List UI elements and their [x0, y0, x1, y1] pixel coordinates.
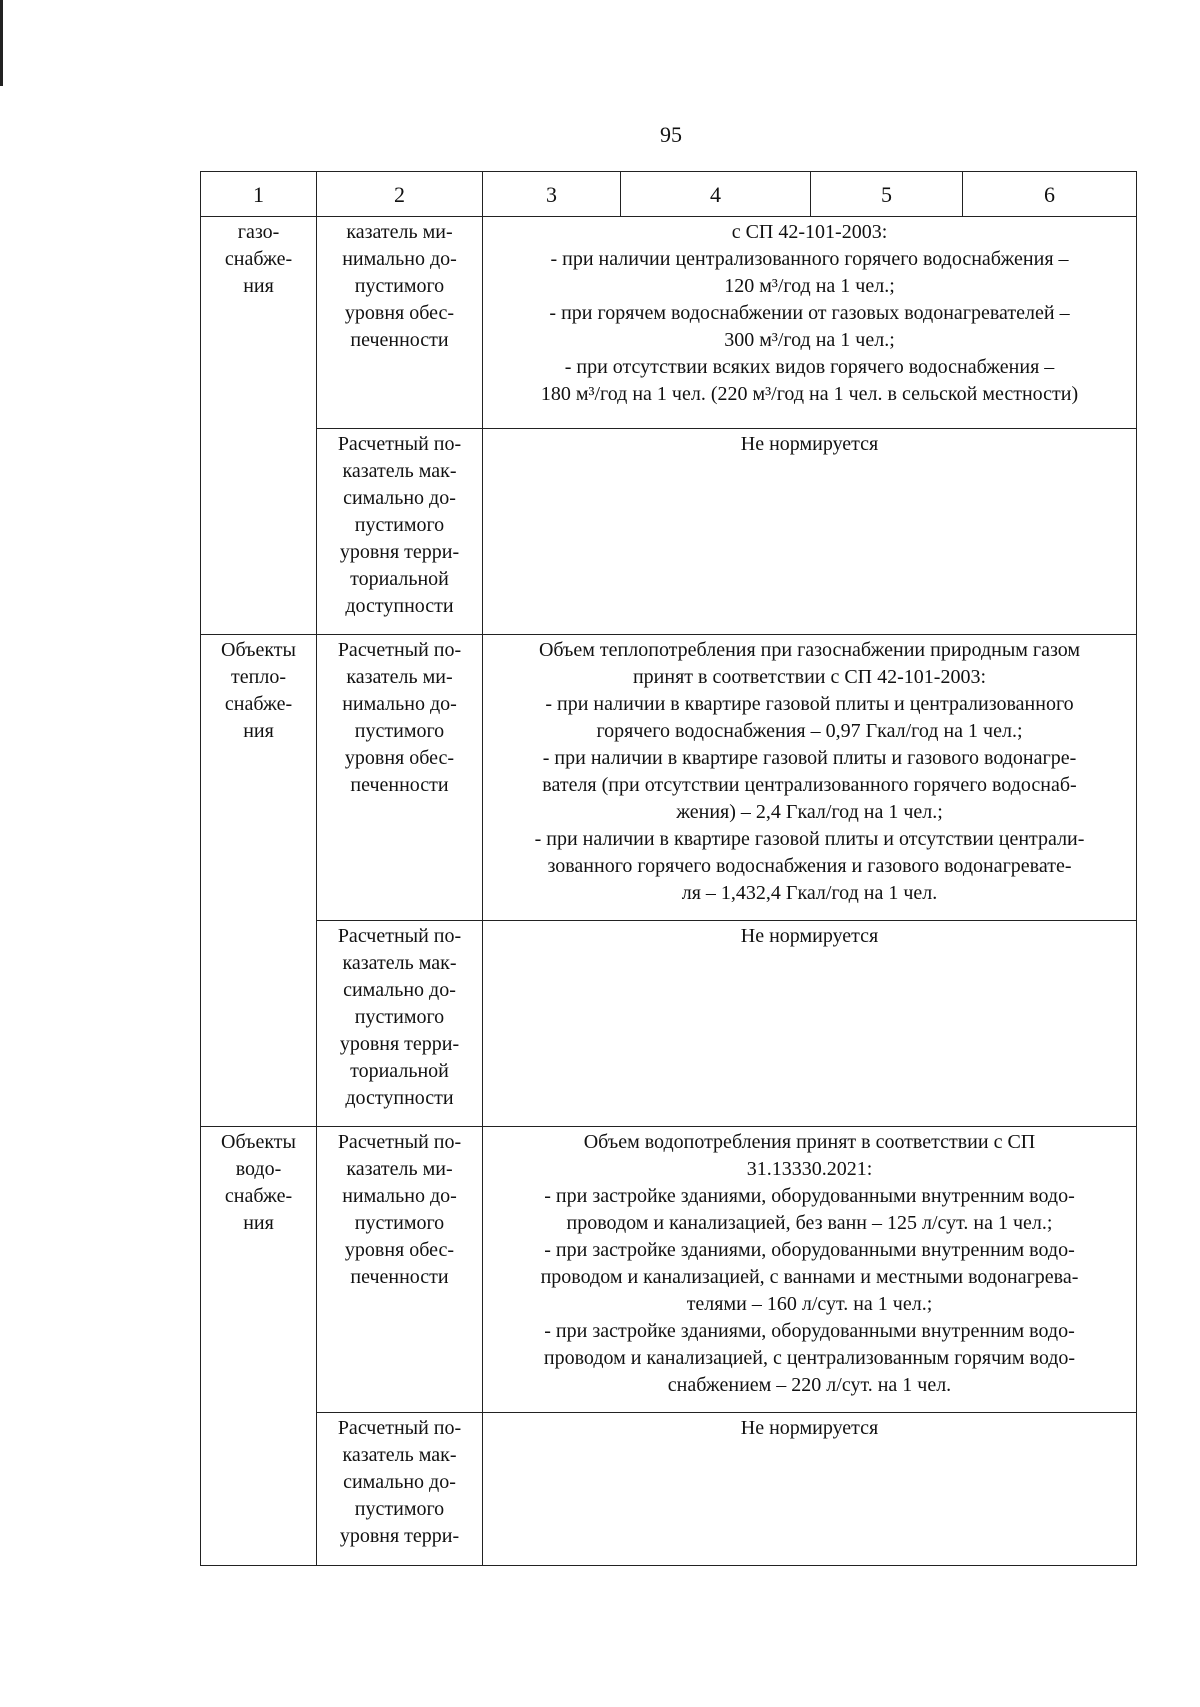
- indicator-text: казатель мак-: [342, 952, 457, 974]
- indicator-text: ториальной: [350, 1060, 449, 1082]
- indicator-cell: [317, 921, 483, 1127]
- indicator-text: уровня обес-: [344, 747, 455, 769]
- indicator-text: доступности: [345, 1087, 454, 1109]
- value-text: Не нормируется: [740, 1417, 879, 1439]
- object-text: ния: [243, 720, 274, 742]
- value-text: проводом и канализацией, без ванн – 125 л/сут. на 1 чел.;: [566, 1212, 1053, 1234]
- value-cell: [483, 429, 1137, 635]
- value-text: принят в соответствии с СП 42-101-2003:: [632, 666, 987, 688]
- object-cell: [201, 635, 317, 921]
- object-text: ния: [243, 1212, 274, 1234]
- value-text: с СП 42-101-2003:: [731, 221, 888, 243]
- indicator-text: уровня обес-: [344, 1239, 455, 1261]
- value-text: - при наличии в квартире газовой плиты и газового водонагре-: [542, 747, 1077, 769]
- indicator-cell: [317, 1127, 483, 1413]
- indicator-text: казатель ми-: [346, 666, 453, 688]
- value-text: 300 м³/год на 1 чел.;: [724, 329, 895, 351]
- indicator-text: пустимого: [354, 1212, 445, 1234]
- value-text: телями – 160 л/сут. на 1 чел.;: [686, 1293, 933, 1315]
- value-cell: [483, 217, 1137, 429]
- header-cell: 1: [201, 172, 317, 217]
- object-text: водо-: [235, 1158, 282, 1180]
- indicator-text: нимально до-: [342, 693, 457, 715]
- indicator-text: казатель мак-: [342, 1444, 457, 1466]
- object-text: ния: [243, 275, 274, 297]
- value-text: проводом и канализацией, с ваннами и местными водонагрева-: [540, 1266, 1079, 1288]
- value-cell: [483, 635, 1137, 921]
- indicator-text: симально до-: [343, 487, 456, 509]
- value-text: ля – 1,432,4 Гкал/год на 1 чел.: [681, 882, 938, 904]
- value-text: вателя (при отсутствии централизованного горячего водоснаб-: [542, 774, 1077, 796]
- value-text: - при наличии централизованного горячего водоснабжения –: [550, 248, 1069, 270]
- page-number: 95: [660, 122, 682, 147]
- object-text: тепло-: [231, 666, 286, 688]
- object-text: газо-: [237, 221, 280, 243]
- indicator-text: пустимого: [354, 514, 445, 536]
- indicator-text: Расчетный по-: [337, 925, 462, 947]
- indicator-text: печенности: [350, 1266, 449, 1288]
- table-header-row: [201, 172, 1137, 217]
- value-cell: [483, 921, 1137, 1127]
- indicator-text: нимально до-: [342, 1185, 457, 1207]
- indicator-text: печенности: [350, 774, 449, 796]
- indicator-text: Расчетный по-: [337, 1417, 462, 1439]
- indicator-text: уровня терри-: [339, 541, 460, 563]
- indicator-text: пустимого: [354, 1498, 445, 1520]
- indicator-text: уровня терри-: [339, 1525, 460, 1547]
- header-cell: 2: [317, 172, 483, 217]
- table-row: [201, 217, 1137, 429]
- indicator-cell: [317, 635, 483, 921]
- value-cell: [483, 1413, 1137, 1566]
- indicator-text: уровня обес-: [344, 302, 455, 324]
- value-text: снабжением – 220 л/сут. на 1 чел.: [667, 1374, 952, 1396]
- indicator-text: уровня терри-: [339, 1033, 460, 1055]
- value-text: зованного горячего водоснабжения и газового водонагревате-: [547, 855, 1072, 877]
- value-text: - при застройке зданиями, оборудованными внутренним водо-: [544, 1239, 1075, 1261]
- header-cell: 4: [621, 172, 811, 217]
- indicator-cell: [317, 217, 483, 429]
- object-cell-empty: [201, 429, 317, 635]
- table-row: [201, 1127, 1137, 1413]
- indicator-text: Расчетный по-: [337, 1131, 462, 1153]
- indicator-text: печенности: [350, 329, 449, 351]
- value-text: - при застройке зданиями, оборудованными внутренним водо-: [544, 1185, 1075, 1207]
- indicator-text: казатель мак-: [342, 460, 457, 482]
- value-text: 120 м³/год на 1 чел.;: [724, 275, 895, 297]
- value-text: - при горячем водоснабжении от газовых водонагревателей –: [549, 302, 1070, 324]
- value-text: - при застройке зданиями, оборудованными внутренним водо-: [544, 1320, 1075, 1342]
- object-text: снабже-: [224, 248, 293, 270]
- indicator-text: Расчетный по-: [337, 639, 462, 661]
- indicator-text: симально до-: [343, 1471, 456, 1493]
- scan-edge-mark: [0, 0, 3, 86]
- object-text: снабже-: [224, 693, 293, 715]
- table-row: [201, 429, 1137, 635]
- value-text: Объем теплопотребления при газоснабжении природным газом: [538, 639, 1081, 661]
- indicator-cell: [317, 1413, 483, 1566]
- value-text: жения) – 2,4 Гкал/год на 1 чел.;: [676, 801, 943, 823]
- value-text: Не нормируется: [740, 433, 879, 455]
- object-cell-empty: [201, 921, 317, 1127]
- value-text: 180 м³/год на 1 чел. (220 м³/год на 1 чел. в сельской местности): [540, 383, 1079, 405]
- object-cell: [201, 1127, 317, 1413]
- indicator-text: доступности: [345, 595, 454, 617]
- indicator-text: пустимого: [354, 720, 445, 742]
- value-text: - при наличии в квартире газовой плиты и централизованного: [545, 693, 1074, 715]
- object-cell: [201, 217, 317, 429]
- object-text: Объекты: [221, 1131, 296, 1153]
- indicator-text: пустимого: [354, 1006, 445, 1028]
- indicator-text: казатель ми-: [346, 1158, 453, 1180]
- value-text: горячего водоснабжения – 0,97 Гкал/год на 1 чел.;: [596, 720, 1023, 742]
- value-text: Не нормируется: [740, 925, 879, 947]
- value-text: 31.13330.2021:: [746, 1158, 873, 1180]
- value-text: проводом и канализацией, с централизованным горячим водо-: [543, 1347, 1076, 1369]
- object-text: снабже-: [224, 1185, 293, 1207]
- object-text: Объекты: [221, 639, 296, 661]
- table-row: [201, 921, 1137, 1127]
- indicator-cell: [317, 429, 483, 635]
- header-cell: 3: [483, 172, 621, 217]
- indicators-table: [200, 171, 1137, 1566]
- table-row: [201, 1413, 1137, 1566]
- indicator-text: Расчетный по-: [337, 433, 462, 455]
- object-cell-empty: [201, 1413, 317, 1566]
- value-cell: [483, 1127, 1137, 1413]
- header-cell: 6: [963, 172, 1137, 217]
- value-text: Объем водопотребления принят в соответствии с СП: [583, 1131, 1036, 1153]
- value-text: - при отсутствии всяких видов горячего водоснабжения –: [564, 356, 1055, 378]
- header-cell: 5: [811, 172, 963, 217]
- indicator-text: казатель ми-: [346, 221, 453, 243]
- table-row: [201, 635, 1137, 921]
- indicator-text: пустимого: [354, 275, 445, 297]
- value-text: - при наличии в квартире газовой плиты и отсутствии централи-: [534, 828, 1085, 850]
- indicator-text: ториальной: [350, 568, 449, 590]
- indicator-text: нимально до-: [342, 248, 457, 270]
- indicator-text: симально до-: [343, 979, 456, 1001]
